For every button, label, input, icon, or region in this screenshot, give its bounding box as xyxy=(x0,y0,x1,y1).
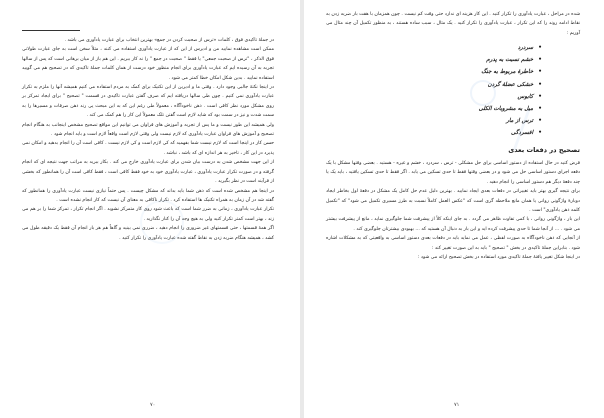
list-item: • ترس از مار xyxy=(326,115,542,127)
section-heading: تصحیح در دفعات بعدی xyxy=(508,145,580,154)
list-item: • کابوس xyxy=(326,91,542,103)
paragraph: برای نتیجه گیری بهتر باید تغییراتی در دفعات بعدی ایجاد نمایید . بهترین دلیل عدم حل کامل یک مشکل در دفعهٔ اول بخاطر ایجاد دوبارهٔ واژگونی روانی یا همان مانع ملاحظه گری است که "عکس العمل کاملاً نسبت به طرز مسیری تکمیل می شود" که "تکمیل کلمه ذهن یادآوری" است . xyxy=(326,189,580,213)
page-number: ۷۱ xyxy=(454,402,460,408)
paragraph: تکرار عبارت یادآوری ، زمانی به ضرر شما است که باعث شود روی کار متمرکز نشوید . اگر انجام تکرار ، تمرکز شما را بر هم می زند ، بهتر است کمتر تکرار کنید ولی به هیچ وجه آن را کنار نگذارید . xyxy=(22,207,274,222)
right-page xyxy=(304,0,604,418)
paragraph: ممکن است مشاهده نمایید من و ادیرس از این که از عبارت یادآوری استفاده می کنند ، مثلاً سخن است به جای عبارت طولانی فوق الذکر ، "ترس از صحبت جمعی" یا فقط " صحبت در جمع " را نه کار ببریم . این هم باز از میان برهانی است که پس از سالها تجربه به آن رسیده ایم که عبارت یادآوری برای انجام منظور خود درست از همان کلمات جملهٔ تاکیدی که در تصحیح هم می گویید استفاده نمایید . بدین شکل امکان خطا کمتر می شود . xyxy=(22,47,274,81)
paragraph: در اینجا شکل تغییر یافتهٔ جملهٔ تاکیدی مورد استفاده در بخش تصحیح ارائه می شود : xyxy=(417,255,580,261)
list-item: • میل به مشروبات الکلی xyxy=(326,103,542,115)
paragraph: در اینجا نکتهٔ جالبی وجود دارد . وقتی ما و ادیرین از این تکنیک برای کمک به مردم استفاده می کنیم همیشه آنها را ملزم به تکرار عبارت یادآوری نمی کنیم . چون طی سالها دریافته ایم که صرف گفتن عبارت تاکیدی در قسمت " تصحیح " برای ایجاد تمرکز بر روی مشکل مورد نظر کافی است . ذهن ناخودآگاه ، معمولاً طی رغم این که به این مبحث پی رند ذهن صرفات و مسیرها را به سمت شدت و نیز در سمت بود که شاید لازم است گفتن تلک معمولاً این کار را هم کمک می کند . xyxy=(22,85,274,119)
paragraph: حسن کار در اینجا است که لازم نیست شما بفهمید که کی لازم است و کی لازم نیست . کافی است آن را انجام بدهید و امکان نمی پذیرد در این کار ، تاخیر به هر اندازه ای که باشد ، نباشد . xyxy=(22,141,274,156)
list-item: • افسردگی xyxy=(326,127,542,139)
separator-rule xyxy=(22,30,80,31)
watermark-mark xyxy=(470,80,496,106)
paragraph: ولی همیشه این طور نیست و ما پس از تجربه و آموزش های فراوان می توانیم این مواقع تصحیح مشخص اینجانب به هنگام انجام تصحیح و آموزش های فراوان عبارت یادآوری که لازم نیست ولی وقتی لازم است واقعاً لازم است و باید انجام شود . xyxy=(22,122,274,138)
list-item: • سردرد xyxy=(326,42,542,54)
paragraph: از آنجایی که ذهن ناخودآگاه به صورت لفظی ، عمل می نماید باید در دفعات بعدی دستور اساسی به واقعیتی که به مشکلات اشاره شود . بنابراین جملهٔ تاکیدی در بخش " تصحیح " باید به این صورت تغییر کند : xyxy=(326,236,580,251)
paragraph: از این جهت مشخص شدن به درست بیان شدن برای عبارت یادآوری خارج می کند . بکار ببرید به مراتب جهت نتیجه ای که انجام گرفته و در صورت تکرار عبارت یادآوری ، عبارت یادآوری خود به خود فقط کافی است ، فقط کافی است آن را همانطور که بخشی از فرآیند است در نظر بگیرید . xyxy=(22,160,274,185)
intro-paragraph: شده در مراحل ، عبارت یادآوری را تکرار کنید . این کار هزینه ای ندارد حتی وقت کم نیست . چون همزمان با هفت بار ضربه زدن به نقاط ادامه روند را که این تکرار ، عبارت یادآوری را تکرار کنید . یک مثال ، سبب ساده هستند ، به منظور تکمیل آن چند مثال می آوریم : xyxy=(326,12,580,36)
paragraph: در اینجا هم مشخص شده است که ذهن شما باید بداند که مشکل چیست . پس حتماً نیازی نیست عبارت یادآوری را همانطور که گفته شد در آن زمان به همراه تکنیک ها استفاده کرد . تکرار ناکافی به معنای آن نیست که کار انجام نشده است . xyxy=(22,188,274,203)
paragraph: فرض کنید در حال استفاده از دستور اساسی برای حل مشکلی - ترس ، سردرد ، خشم و غیره - هستید . بعضی وقتها مشکل با یک دفعه اجرای دستور اساسی حل می شود و در بعضی وقتها فقط تا حدی تسکین می یابد . اگر فقط تا حدی تسکین یافتید ، باید یک یا چند دفعهٔ دیگر هم دستور اساسی را انجام دهید . xyxy=(326,160,580,185)
paragraph: اگر همهٔ قسمتها ، حتی قسمتهای غیر ضروری را انجام دهید ، ضرری نمی بینید و گاهاً هم هر بار انجام آن فقط یک دقیقه طول می کشد ، همیشه هنگام ضربه زدن به نقاط گفته شده عبارت یادآوری را تکرار کنید . xyxy=(22,226,274,241)
example-list xyxy=(326,42,542,139)
paragraph: در جملهٔ تاکیدی فوق ، کلمات «ترس از صحبت کردن در جمع» بهترین انتخاب برای عبارت یادآوری می باشد . xyxy=(64,38,274,43)
list-item: • خشم نسبت به پدرم xyxy=(326,54,542,66)
list-item: • خشکی عضلهٔ گردن xyxy=(326,79,542,91)
list-item: • خاطرهٔ مربوط به جنگ xyxy=(326,66,542,78)
paragraph: این بار ، واژگونی روانی ، با کمی تفاوت ظاهر می گردد . به جای اینکه کلاً از پیشرفت شما جلوگیری نماید ، مانع از پیشرفت بیشتر می شود . ... از آنجا شما تا حدی پیشرفت کرده اید و این بار به دنبال آن هستید که ... بهبودی بیشترتان جلوگیری کند . xyxy=(326,217,580,232)
watermark-mark xyxy=(140,200,184,244)
page-number: ۷۰ xyxy=(150,402,156,408)
